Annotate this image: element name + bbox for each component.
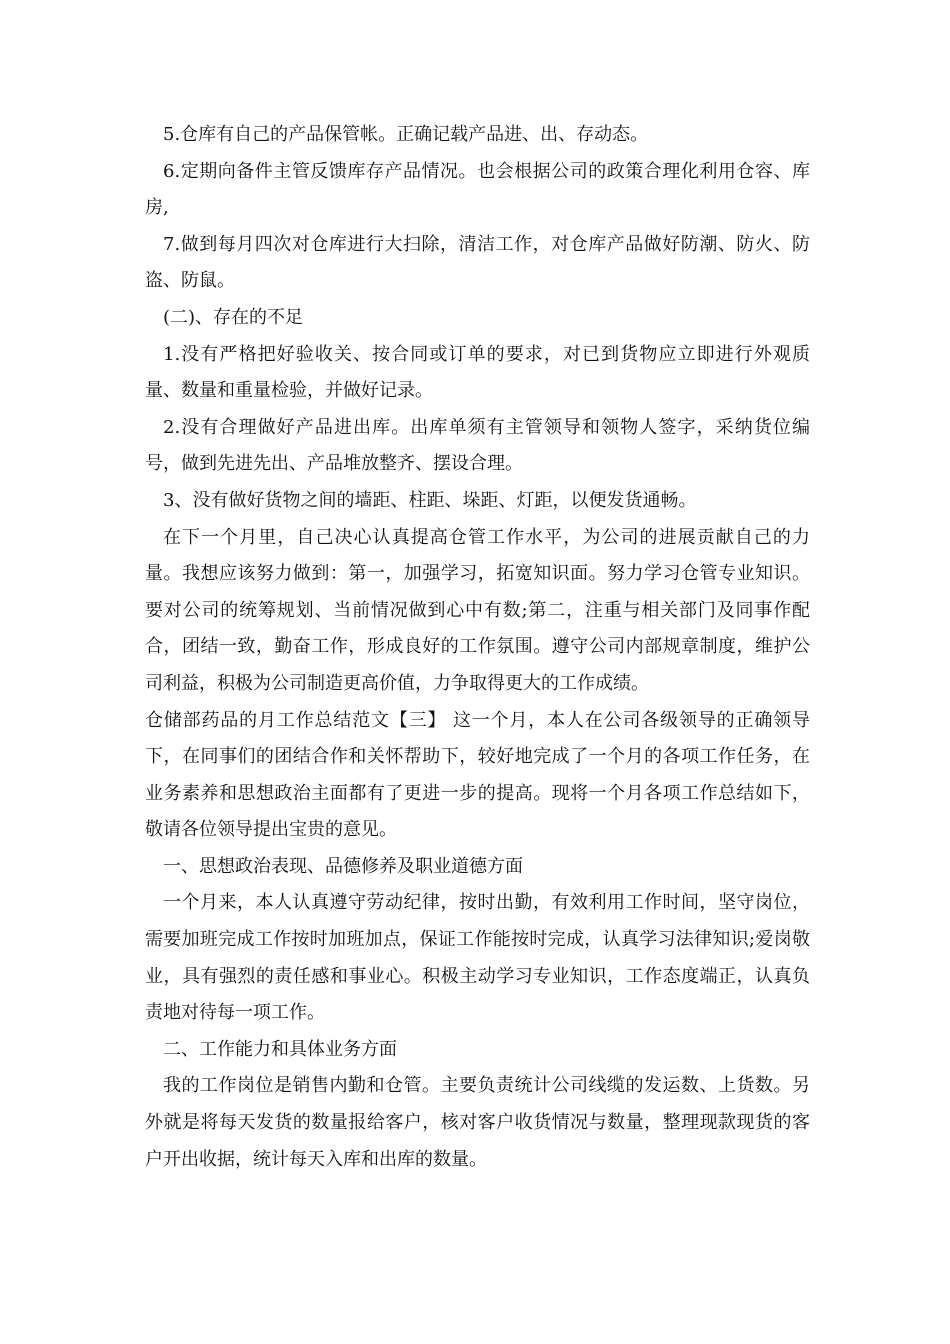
section-heading-shortcomings: (二)、存在的不足 — [163, 306, 304, 328]
paragraph-sample-three-intro: 仓储部药品的月工作总结范文【三】 这一个月，本人在公司各级领导的正确领导下，在同事们的团结合作和关怀帮助下，较好地完成了一个月的各项工作任务，在业务素养和思想政治主面都有了更进一步的提高。现将一个月各项工作总结如下，敬请各位领导提出宝贵的意见。 — [145, 709, 810, 841]
paragraph-political-performance: 一个月来，本人认真遵守劳动纪律，按时出勤，有效利用工作时间，坚守岗位，需要加班完成工作按时加班加点，保证工作能按时完成，认真学习法律知识;爱岗敬业，具有强烈的责任感和事业心。积极主动学习专业知识，工作态度端正，认真负责地对待每一项工作。 — [145, 892, 810, 1024]
paragraph-item-7: 7.做到每月四次对仓库进行大扫除，清洁工作，对仓库产品做好防潮、防火、防盗、防鼠。 — [145, 233, 810, 292]
paragraph-job-duties: 我的工作岗位是销售内勤和仓管。主要负责统计公司线缆的发运数、上货数。另外就是将每天发货的数量报给客户，核对客户收货情况与数量，整理现款现货的客户开出收据，统计每天入库和出库的数量。 — [145, 1075, 810, 1170]
paragraph-shortcoming-1: 1.没有严格把好验收关、按合同或订单的要求，对已到货物应立即进行外观质量、数量和重量检验，并做好记录。 — [145, 343, 810, 402]
paragraph-next-month-plan: 在下一个月里，自己决心认真提高仓管工作水平，为公司的进展贡献自己的力量。我想应该努力做到：第一，加强学习，拓宽知识面。努力学习仓管专业知识。要对公司的统筹规划、当前情况做到心中有数;第二，注重与相关部门及同事作配合，团结一致，勤奋工作，形成良好的工作氛围。遵守公司内部规章制度，维护公司利益，积极为公司制造更高价值，力争取得更大的工作成绩。 — [145, 526, 810, 694]
section-heading-political: 一、思想政治表现、品德修养及职业道德方面 — [163, 855, 523, 877]
paragraph-shortcoming-2: 2.没有合理做好产品进出库。出库单须有主管领导和领物人签字，采纳货位编号，做到先进先出、产品堆放整齐、摆设合理。 — [145, 416, 810, 475]
document-page — [145, 117, 810, 1178]
section-heading-work-ability: 二、工作能力和具体业务方面 — [163, 1038, 397, 1060]
paragraph-item-6: 6.定期向备件主管反馈库存产品情况。也会根据公司的政策合理化利用仓容、库房, — [145, 160, 810, 219]
paragraph-item-5: 5.仓库有自己的产品保管帐。正确记载产品进、出、存动态。 — [163, 124, 649, 145]
paragraph-shortcoming-3: 3、没有做好货物之间的墙距、柱距、垛距、灯距，以便发货通畅。 — [163, 489, 697, 511]
